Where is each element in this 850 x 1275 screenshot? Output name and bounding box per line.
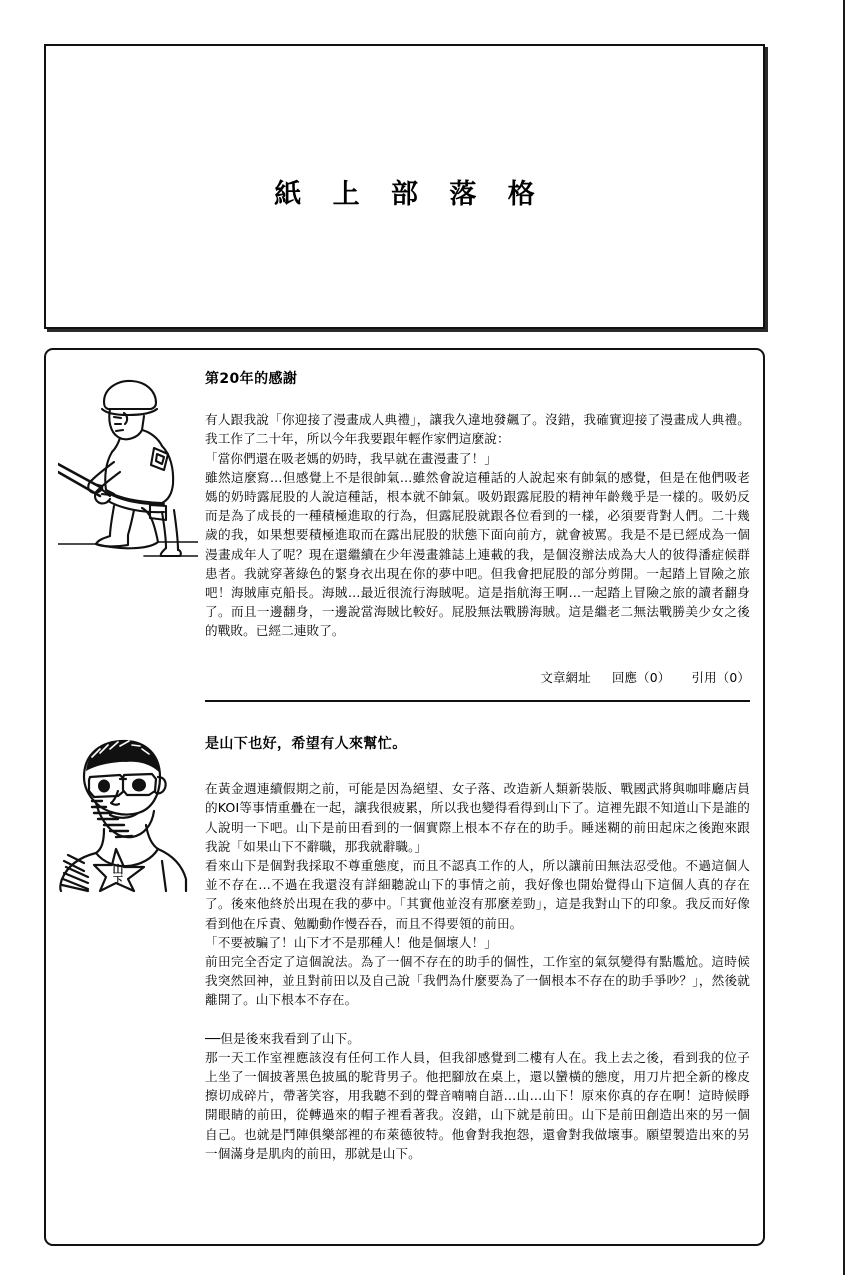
post-permalink-link[interactable]: 文章網址 [540, 670, 591, 685]
post-paragraph: 看來山下是個對我採取不尊重態度，而且不認真工作的人，所以讓前田無法忍受他。不過這個人並不存在…不過在我還沒有詳細聽說山下的事情之前，我好像也開始覺得山下這個人真的存在了。後來他終於出現在我的夢中。「其實他並沒有那麼差勁」，這是我對山下的印象。我反而好像看到他在斥責、勉勵動作慢吞吞，而且不得要領的前田。 [205, 858, 750, 931]
bespectacled-man-portrait-illustration [54, 733, 190, 893]
page-edge-rule [843, 0, 845, 1275]
post-heading: 第20年的感謝 [205, 371, 298, 387]
post-divider [205, 700, 750, 702]
post-paragraph: 「當你們還在吸老媽的奶時，我早就在畫漫畫了！」 [205, 450, 497, 466]
post-meta-links [205, 668, 750, 686]
svg-text:下: 下 [113, 876, 123, 887]
site-title-panel [44, 44, 765, 329]
page-title: 紙 上 部 落 格 [274, 179, 546, 210]
post-trackbacks-link[interactable]: 引用（0） [691, 670, 750, 685]
post-paragraph: ──但是後來我看到了山下。 [205, 1030, 360, 1046]
post-comments-link[interactable]: 回應（0） [611, 670, 671, 685]
soldier-with-rifle-illustration [58, 372, 198, 557]
post-paragraph: 有人跟我說「你迎接了漫畫成人典禮」，讓我久違地發飆了。沒錯，我確實迎接了漫畫成人典禮。我工作了二十年，所以今年我要跟年輕作家們這麼說： [205, 412, 750, 447]
blog-panel [44, 348, 765, 1246]
post-paragraph: 在黃金週連續假期之前，可能是因為絕望、女子落、改造新人類新裝版、戰國武將與咖啡廳店員的KOI等事情重疊在一起，讓我很疲累，所以我也變得看得到山下了。這裡先跟不知道山下是誰的人說明一下吧。山下是前田看到的一個實際上根本不存在的助手。睡迷糊的前田起床之後跑來跟我說「如果山下不辭職，那我就辭職。」 [205, 781, 750, 854]
post-heading: 是山下也好，希望有人來幫忙。 [205, 736, 407, 752]
post-body-column [205, 370, 750, 641]
post-paragraph: 前田完全否定了這個說法。為了一個不存在的助手的個性，工作室的氣氛變得有點尷尬。這時候我突然回神，並且對前田以及自己說「我們為什麼要為了一個根本不存在的助手爭吵？」，然後就離開了。山下根本不存在。 [205, 954, 750, 1008]
post-paragraph: 「不要被騙了！山下才不是那種人！他是個壞人！」 [205, 934, 497, 950]
post-paragraph: 雖然這麼寫…但感覺上不是很帥氣…雖然會說這種話的人說起來有帥氣的感覺，但是在他們吸老媽的奶時露屁股的人說這種話，根本就不帥氣。吸奶跟露屁股的精神年齡幾乎是一樣的。吸奶反而是為了成長的一種積極進取的行為，但露屁股就跟各位看到的一樣，必須要背對人們。二十幾歲的我，如果想要積極進取而在露出屁股的狀態下面向前方，就會被罵。我是不是已經成為一個漫畫成年人了呢？現在還繼續在少年漫畫雜誌上連載的我，是個沒辦法成為大人的彼得潘症候群患者。我就穿著綠色的緊身衣出現在你的夢中吧。但我會把屁股的部分剪開。一起踏上冒險之旅吧！海賊庫克船長。海賊…最近很流行海賊呢。這是指航海王啊…一起踏上冒險之旅的讀者翻身了。而且一邊翻身，一邊說當海賊比較好。屁股無法戰勝海賊。這是繼老二無法戰勝美少女之後的戰敗。已經二連敗了。 [205, 469, 750, 639]
star-label: 山 [112, 863, 124, 876]
post-paragraph: 那一天工作室裡應該沒有任何工作人員，但我卻感覺到二樓有人在。我上去之後，看到我的位子上坐了一個披著黑色披風的駝背男子。他把腳放在桌上，還以蠻橫的態度，用刀片把全新的橡皮擦切成碎片，帶著笑容，用我聽不到的聲音喃喃自語…山…山下！原來你真的存在啊！這時候睜開眼睛的前田，從轉過來的帽子裡看著我。沒錯，山下就是前田。山下是前田創造出來的另一個自己。也就是鬥陣俱樂部裡的布萊德彼特。他會對我抱怨，還會對我做壞事。願望製造出來的另一個滿身是肌肉的前田，那就是山下。 [205, 1049, 750, 1161]
post-body-column [205, 735, 750, 1163]
